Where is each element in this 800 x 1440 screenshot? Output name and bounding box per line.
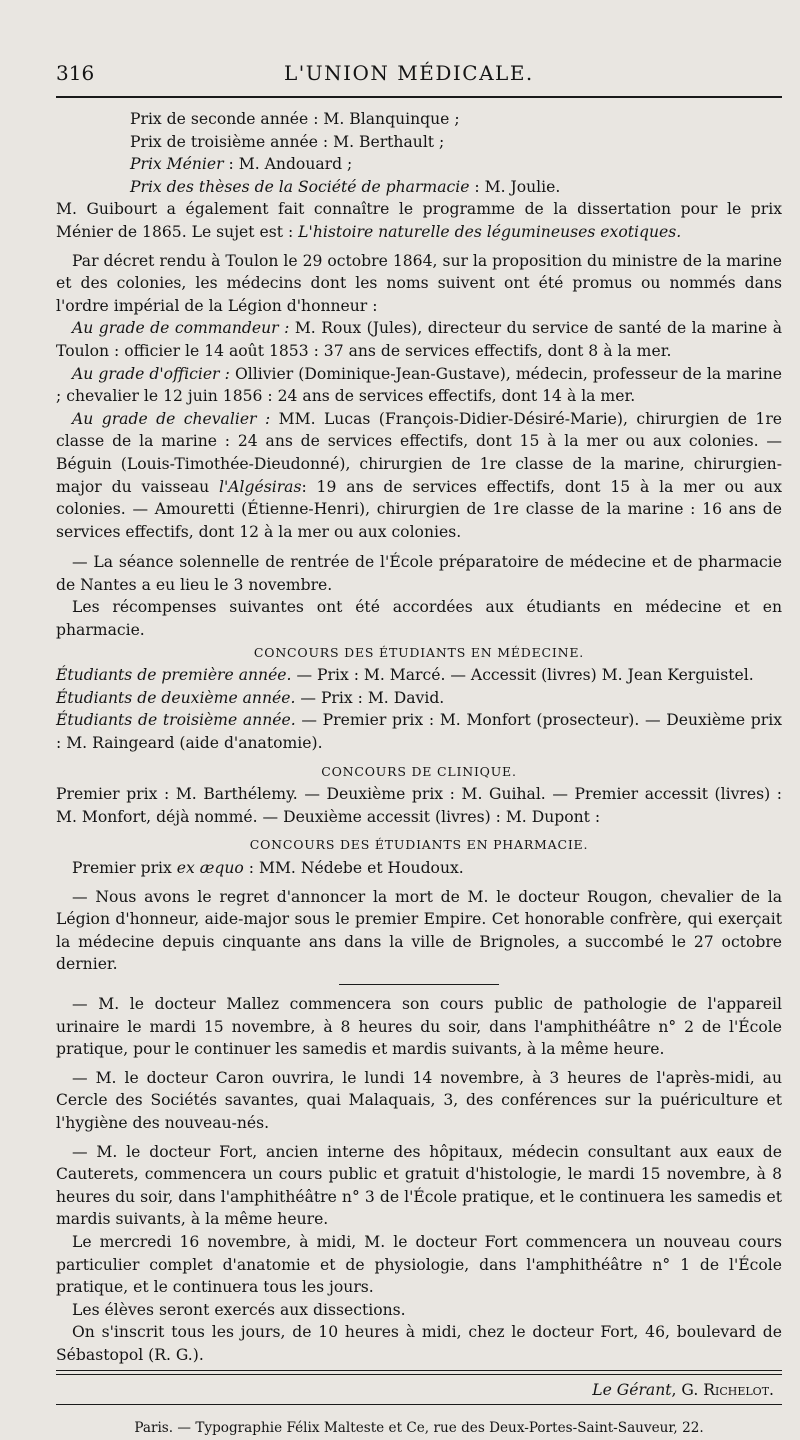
- prize-list: [56, 108, 782, 198]
- page-number: 316: [56, 61, 95, 85]
- pharmacie-text-c: : MM. Nédebe et Houdoux.: [243, 859, 464, 877]
- gerant-name: , G. Richelot.: [671, 1381, 774, 1400]
- med-first-year: [56, 664, 782, 687]
- heading-medecine: CONCOURS DES ÉTUDIANTS EN MÉDECINE.: [253, 644, 585, 660]
- med-first-year-label: Étudiants de première année.: [56, 666, 292, 685]
- prize-theses-value: : M. Joulie.: [469, 177, 561, 196]
- prize-menier-label: Prix Ménier: [130, 155, 224, 174]
- heading-pharmacie: CONCOURS DES ÉTUDIANTS EN PHARMACIE.: [249, 837, 589, 853]
- med-second-year: [56, 687, 782, 710]
- page-header: [56, 62, 782, 90]
- news-fort-4: On s'inscrit tous les jours, de 10 heures à midi, chez le docteur Fort, 46, boulevard de Sébastopol (R. G.).: [56, 1323, 782, 1364]
- news-fort-1: — M. le docteur Fort, ancien interne des hôpitaux, médecin consultant aux eaux de Cauterets, commencera un cours public et gratuit d'histologie, le mardi 15 novembre, à 8 heures du soir, dans l'amphithéâtre n° 3 de l'École pratique, et le continuera les samedis et mardis suivants, à la même heure.: [56, 1142, 782, 1229]
- chevalier-text-a: MM. Lucas (François-Didier-Désiré-Marie), chirurgien de 1re classe de la marine : 24 ans de services effectifs, dont 15 à la mer ou aux colonies. — Béguin (Louis-Timothée-Dieudonné), chirurgien de 1re classe de la marine, chirurgien-major du vaisseau: [56, 409, 783, 496]
- paragraph-commandeur: [56, 317, 782, 362]
- med-third-year-label: Étudiants de troisième année.: [56, 711, 296, 730]
- med-first-year-text: — Prix : M. Marcé. — Accessit (livres) M. Jean Kerguistel.: [291, 666, 754, 685]
- printer-imprint: Paris. — Typographie Félix Malteste et Ce, rue des Deux-Portes-Saint-Sauveur, 22.: [134, 1420, 704, 1437]
- news-fort-2: Le mercredi 16 novembre, à midi, M. le docteur Fort commencera un nouveau cours particulier complet d'anatomie et de physiologie, dans l'amphithéâtre n° 1 de l'École pratique, et le continuera tous les jours.: [56, 1232, 782, 1297]
- pharmacie-results: [56, 857, 782, 880]
- officier-text: Ollivier (Dominique-Jean-Gustave), médecin, professeur de la marine ; chevalier le 12 juin 1856 : 24 ans de services effectifs, dont 14 à la mer.: [56, 364, 783, 406]
- news-rougon: — Nous avons le regret d'annoncer la mort de M. le docteur Rougon, chevalier de la Légion d'honneur, aide-major sous le premier Empire. Cet honorable confrère, qui exerçait la médecine depuis cinquante ans dans la ville de Brignoles, a succombé le 27 octobre dernier.: [56, 887, 782, 974]
- section-divider: [339, 984, 499, 985]
- pharmacie-ex-aequo: ex æquo: [176, 859, 244, 877]
- prize-menier-value: : M. Andouard ;: [223, 155, 353, 174]
- paragraph-recompenses: Les récompenses suivantes ont été accordées aux étudiants en médecine et en pharmacie.: [56, 598, 782, 640]
- chevalier-text-b: : 19 ans de services effectifs, dont 15 à la mer ou aux colonies. — Amouretti (Étienne-Henri), chirurgien de 1re classe de la marine : 16 ans de services effectifs, dont 12 à la mer ou aux colonies.: [56, 477, 782, 541]
- paragraph-officier: [56, 363, 782, 408]
- signature: [56, 1379, 782, 1402]
- prize-theses-label: Prix des thèses de la Société de pharmacie: [130, 177, 470, 196]
- heading-clinique: CONCOURS DE CLINIQUE.: [321, 763, 517, 779]
- med-third-year: [56, 709, 782, 754]
- guibourt-text: M. Guibourt a également fait connaître le programme de la dissertation pour le prix Ménier de 1865. Le sujet est :: [56, 200, 782, 241]
- prize-third-year: Prix de troisième année : M. Berthault ;: [130, 132, 445, 151]
- news-mallez: — M. le docteur Mallez commencera son cours public de pathologie de l'appareil urinaire le mardi 15 novembre, à 8 heures du soir, dans l'amphithéâtre n° 2 de l'École pratique, pour le continuer les samedis et mardis suivants, à la même heure.: [56, 994, 782, 1059]
- footer-double-rule: [56, 1370, 782, 1375]
- guibourt-subject: L'histoire naturelle des légumineuses exotiques.: [298, 222, 682, 241]
- gerant-label: Le Gérant: [592, 1381, 672, 1400]
- med-second-year-label: Étudiants de deuxième année.: [56, 688, 296, 707]
- commandeur-label: Au grade de commandeur :: [72, 319, 290, 338]
- commandeur-text: M. Roux (Jules), directeur du service de santé de la marine à Toulon : officier le 14 août 1853 : 37 ans de services effectifs, dont 8 à la mer.: [56, 319, 782, 360]
- news-fort-3: Les élèves seront exercés aux dissections.: [72, 1300, 406, 1319]
- prize-second-year: Prix de seconde année : M. Blanquinque ;: [130, 110, 460, 128]
- chevalier-ship: l'Algésiras: [218, 477, 302, 496]
- chevalier-label: Au grade de chevalier :: [72, 409, 271, 428]
- header-rule: [56, 96, 782, 98]
- paragraph-decret: Par décret rendu à Toulon le 29 octobre 1864, sur la proposition du ministre de la marine et des colonies, les médecins dont les noms suivent ont été promus ou nommés dans l'ordre impérial de la Légion d'honneur :: [56, 251, 782, 315]
- med-third-year-text: — Premier prix : M. Monfort (prosecteur). — Deuxième prix : M. Raingeard (aide d'anatomie).: [56, 711, 783, 753]
- med-second-year-text: — Prix : M. David.: [295, 688, 445, 707]
- paragraph-guibourt: [56, 198, 782, 243]
- officier-label: Au grade d'officier :: [72, 364, 230, 383]
- running-title: L'UNION MÉDICALE.: [284, 61, 534, 85]
- paragraph-chevalier: [56, 408, 782, 544]
- paragraph-rentree: — La séance solennelle de rentrée de l'École préparatoire de médecine et de pharmacie de Nantes a eu lieu le 3 novembre.: [56, 553, 782, 594]
- prize-theses: [56, 176, 782, 199]
- prize-menier: [56, 153, 782, 176]
- pharmacie-text-a: Premier prix: [72, 859, 177, 877]
- footer-rule: [56, 1404, 782, 1405]
- clinique-results: Premier prix : M. Barthélemy. — Deuxième prix : M. Guihal. — Premier accessit (livres) : M. Monfort, déjà nommé. — Deuxième accessit (livres) : M. Dupont :: [56, 785, 782, 826]
- news-caron: — M. le docteur Caron ouvrira, le lundi 14 novembre, à 3 heures de l'après-midi, au Cercle des Sociétés savantes, quai Malaquais, 3, des conférences sur la puériculture et l'hygiène des nouveau-nés.: [56, 1068, 782, 1132]
